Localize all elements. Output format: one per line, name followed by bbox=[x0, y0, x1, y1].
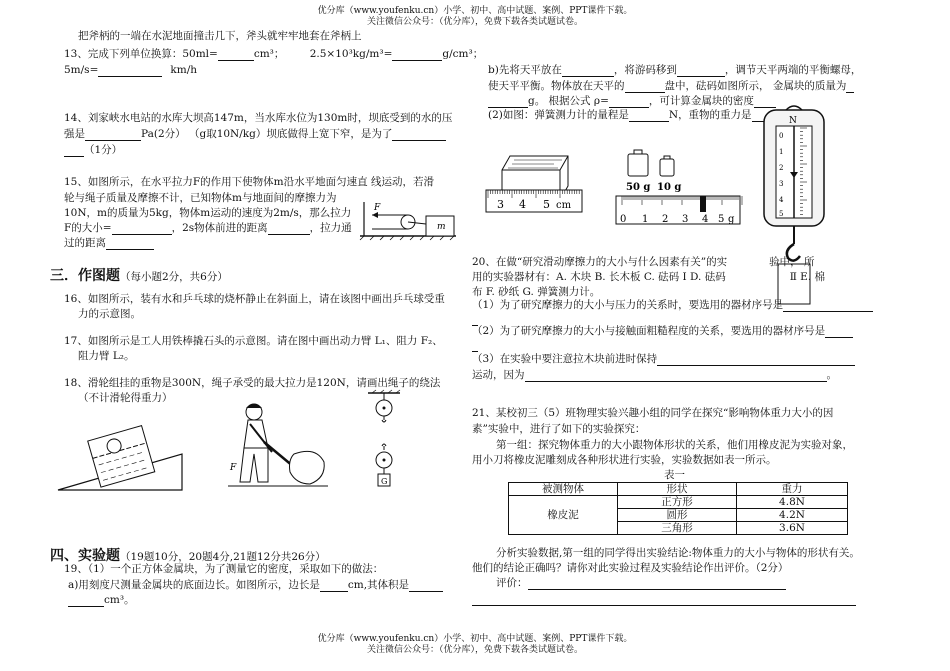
question-15-line3: 10N，m的质量为5kg，物体m运动的速度为2m/s，那么拉力 bbox=[64, 207, 352, 219]
question-16-line1: 16、如图所示，装有水和乒乓球的烧杯静止在斜面上，请在该图中画出乒乓球受重 bbox=[64, 293, 445, 305]
rider bbox=[700, 196, 706, 212]
weight-10g bbox=[660, 159, 674, 176]
question-20-line1 bbox=[472, 255, 814, 269]
q13-blank-3[interactable] bbox=[98, 65, 162, 77]
q20-text-g: 运动，因为 bbox=[472, 369, 525, 381]
ruler2-label-4: 4 bbox=[702, 214, 709, 225]
question-21-line5: 分析实验数据,第一组的同学得出实验结论:物体重力的大小与物体的形状有关。 bbox=[496, 547, 860, 559]
q14-text-d: （1分） bbox=[84, 144, 123, 156]
ruler2-label-g: g bbox=[728, 214, 735, 225]
table-header-row bbox=[509, 483, 848, 496]
q14-blank-2[interactable] bbox=[392, 129, 446, 141]
q15-blank-2[interactable] bbox=[268, 223, 310, 235]
fig17-F-label: F bbox=[230, 463, 237, 473]
data-table bbox=[508, 482, 848, 535]
question-15-line2: 轮与绳子质量及摩擦不计，已知物体m与地面间的摩擦力为 bbox=[64, 192, 337, 204]
q20-text-a2: 验中， 所 bbox=[769, 256, 815, 268]
question-21-line8 bbox=[472, 592, 856, 606]
q15-blank-3[interactable] bbox=[106, 238, 154, 250]
question-20-sub3 bbox=[472, 352, 855, 366]
question-13-line2 bbox=[64, 63, 197, 77]
q15-text-d: F的大小= bbox=[64, 222, 112, 234]
figure-q15-pulley bbox=[358, 192, 458, 240]
q20-text-b: 用的实验器材有：A. 木块 B. 长木板 C. 砝码 I D. 砝码 bbox=[472, 271, 726, 283]
spring-scale-4: 4 bbox=[779, 196, 784, 204]
figure-balance-ruler bbox=[614, 194, 744, 228]
q13-text-b: cm³； bbox=[253, 48, 285, 60]
q20-text-f: （3）在实验中要注意拉木块前进时保持 bbox=[472, 353, 658, 365]
table-cell-shape: 圆形 bbox=[618, 509, 737, 522]
figure-q17-worker-lever bbox=[228, 398, 328, 494]
q20-blank-1[interactable] bbox=[783, 300, 873, 312]
fig15-m-label: m bbox=[437, 222, 446, 232]
q19b-blank-3[interactable] bbox=[625, 81, 665, 93]
q20-blank-3[interactable] bbox=[657, 354, 855, 366]
figure-ruler-cube bbox=[484, 152, 584, 216]
section-4-heading: 四、实验题 bbox=[50, 548, 120, 564]
q15-text-g: 过的距离 bbox=[64, 237, 106, 249]
q19-text-b: a)用刻度尺测量金属块的底面边长。如图所示，边长是 bbox=[68, 579, 320, 591]
q13-blank-2[interactable] bbox=[392, 49, 442, 61]
q19-2-blank-1[interactable] bbox=[629, 110, 669, 122]
q13-text-a: 13、完成下列单位换算：50ml= bbox=[64, 48, 218, 60]
q19b-text-1: b)先将天平放在 bbox=[488, 64, 562, 76]
question-15-line1: 15、如图所示，在水平拉力F的作用下使物体m沿水平地面匀速直 线运动，若滑 bbox=[64, 176, 434, 188]
question-18-line1: 18、滑轮组挂的重物是300N，绳子承受的最大拉力是120N，请画出绳子的绕法 bbox=[64, 377, 441, 389]
weight-label-10g: 10 g bbox=[657, 182, 682, 193]
question-19-line2 bbox=[68, 578, 443, 592]
q13-text-f: km/h bbox=[170, 64, 197, 76]
question-14-line1: 14、刘家峡水电站的水库大坝高147m，当水库水位为130m时，坝底受到的水的压 bbox=[64, 112, 453, 124]
q19b-blank-1[interactable] bbox=[562, 65, 614, 77]
spring-scale-5: 5 bbox=[779, 210, 784, 218]
question-13-line1 bbox=[64, 47, 483, 61]
fig15-F-label: F bbox=[374, 203, 381, 213]
question-20-sub1 bbox=[472, 298, 873, 312]
q15-blank-1[interactable] bbox=[112, 223, 172, 235]
table-cell-object: 橡皮泥 bbox=[509, 496, 618, 535]
q19b-text-5: 盘中，砝码如图所示， 金属块的质量为 bbox=[664, 80, 847, 92]
question-21-line4: 用小刀将橡皮泥雕刻成各种形状进行实验，实验数据如表一所示。 bbox=[472, 454, 777, 466]
q19-blank-2[interactable] bbox=[409, 580, 443, 592]
question-20-line3: 布 F. 砂纸 G. 弹簧测力计。 bbox=[472, 286, 601, 298]
section-3-note: （每小题2分，共6分） bbox=[120, 271, 228, 283]
q21-blank-1[interactable] bbox=[528, 578, 786, 590]
q20-blank-4[interactable] bbox=[525, 370, 827, 382]
figure-weights bbox=[624, 148, 684, 194]
question-21-line6: 他们的结论正确吗？请你对此实验过程及实验结论作出评价。（2分） bbox=[472, 562, 789, 574]
q15-text-e: ，2s物体前进的距离 bbox=[171, 222, 268, 234]
question-20-sub3-cont bbox=[472, 368, 837, 382]
q20-text-g-end: 。 bbox=[826, 369, 837, 381]
q19-text-c: cm,其体积是 bbox=[347, 579, 410, 591]
table-cell-shape: 正方形 bbox=[618, 496, 737, 509]
ruler2-label-1: 1 bbox=[642, 214, 649, 225]
q20-text-e: （2）为了研究摩擦力的大小与接触面粗糙程度的关系，要选用的器材序号是 bbox=[472, 325, 826, 337]
question-15-line4 bbox=[64, 221, 352, 235]
page-header bbox=[0, 6, 950, 28]
question-15-line5 bbox=[64, 236, 154, 250]
table-caption: 表一 bbox=[664, 469, 685, 481]
q19-2-text-b: N，重物的重力是 bbox=[668, 109, 752, 121]
question-21-line7 bbox=[496, 576, 786, 590]
header-line-2: 关注微信公众号：（优分库），免费下载各类试题试卷。 bbox=[366, 17, 583, 27]
question-20-line2 bbox=[472, 270, 825, 284]
table-cell-weight: 3.6N bbox=[737, 522, 848, 535]
q19b-line1 bbox=[488, 63, 861, 77]
table-cell-weight: 4.8N bbox=[737, 496, 848, 509]
section-3-heading: 三．作图题 bbox=[50, 268, 120, 284]
question-16-line2: 力的示意图。 bbox=[78, 308, 141, 320]
q19b-text-7: ，可计算金属块的密度 bbox=[648, 95, 754, 107]
question-19-line3 bbox=[68, 593, 135, 607]
question-17-line1: 17、如图所示是工人用铁棒撬石头的示意图。请在图中画出动力臂 L₁、阻力 F₂、 bbox=[64, 335, 443, 347]
question-17-line2: 阻力臂 L₂。 bbox=[78, 350, 135, 362]
ruler1-label-5: 5 bbox=[543, 198, 550, 211]
q13-text-c: 2.5×10³kg/m³= bbox=[309, 48, 393, 60]
q21-text-g: 评价： bbox=[496, 577, 528, 589]
rock bbox=[290, 451, 325, 484]
q19b-text-4: 使天平平衡。物体放在天平的 bbox=[488, 80, 625, 92]
question-19-line1: 19、（1）一个正方体金属块，为了测量它的密度，采取如下的做法： bbox=[64, 563, 384, 575]
table-header-weight: 重力 bbox=[737, 483, 848, 496]
spring-scale-0: 0 bbox=[779, 132, 784, 140]
q19b-text-3: ，调节天平两端的平衡螺母， bbox=[724, 64, 862, 76]
figure-q18-pulley-system bbox=[366, 390, 402, 496]
q14-blank-3[interactable] bbox=[64, 145, 84, 157]
question-21-line3: 第一组：探究物体重力的大小跟物体形状的关系，他们用橡皮泥为实验对象， bbox=[496, 439, 853, 451]
q12-continuation: 把斧柄的一端在水泥地面撞击几下，斧头就牢牢地套在斧柄上 bbox=[78, 30, 362, 42]
q14-text-b: 强是 bbox=[64, 128, 85, 140]
ruler2-label-3: 3 bbox=[682, 214, 689, 225]
table-header-object: 被测物体 bbox=[509, 483, 618, 496]
q14-blank-1[interactable] bbox=[85, 129, 141, 141]
section-4-note: （19题10分，20题4分,21题12分共26分） bbox=[120, 551, 326, 563]
q19-text-d: cm³。 bbox=[104, 594, 135, 606]
ruler1-label-3: 3 bbox=[497, 198, 504, 211]
q19b-text-6: g。 根据公式 ρ= bbox=[528, 95, 609, 107]
table-header-shape: 形状 bbox=[618, 483, 737, 496]
q19b-line3 bbox=[488, 94, 776, 108]
question-14-line3 bbox=[64, 143, 122, 157]
figure-q16-beaker-on-slope bbox=[56, 418, 186, 494]
q15-text-f: ，拉力通 bbox=[309, 222, 352, 234]
footer-line-1: 优分库（www.youfenku.cn）小学、初中、高中试题、案例、PPT课件下载。 bbox=[317, 634, 633, 644]
q13-text-e: 5m/s= bbox=[64, 64, 99, 76]
q19b-blank-4[interactable] bbox=[846, 81, 854, 93]
q19b-blank-5[interactable] bbox=[488, 96, 528, 108]
question-21-line1: 21、某校初三（5）班物理实验兴趣小组的同学在探究“影响物体重力大小的因 bbox=[472, 407, 834, 419]
q19-blank-1[interactable] bbox=[320, 580, 348, 592]
ruler2-label-5: 5 bbox=[718, 214, 725, 225]
q19-2-text: (2)如图：弹簧测力计的量程是 bbox=[488, 109, 629, 121]
q20-text-d: （1）为了研究摩擦力的大小与压力的关系时，要选用的器材序号是 bbox=[472, 299, 784, 311]
weight-50g bbox=[628, 154, 648, 176]
q19b-blank-2[interactable] bbox=[677, 65, 725, 77]
q19b-blank-7[interactable] bbox=[754, 96, 776, 108]
ruler1-label-4: 4 bbox=[519, 198, 526, 211]
ruler1-label-cm: cm bbox=[556, 200, 572, 211]
q19b-blank-6[interactable] bbox=[609, 96, 649, 108]
header-line-1: 优分库（www.youfenku.cn）小学、初中、高中试题、案例、PPT课件下载。 bbox=[317, 6, 633, 16]
question-20-sub2-cont bbox=[472, 338, 478, 352]
table-cell-shape: 三角形 bbox=[618, 522, 737, 535]
q21-blank-2[interactable] bbox=[472, 594, 856, 606]
q20-text-a: 20、在做“研究滑动摩擦力的大小与什么因素有关”的实 bbox=[472, 256, 728, 268]
q20-blank-2b[interactable] bbox=[472, 340, 478, 352]
q19b-text-2: ，将游码移到 bbox=[613, 64, 677, 76]
q19b-line2 bbox=[488, 79, 854, 93]
section-3-title bbox=[50, 265, 228, 285]
q14-text-c: Pa(2分） （g取10N/kg）坝底做得上宽下窄，是为了 bbox=[141, 128, 393, 140]
table-row bbox=[509, 496, 848, 509]
page-footer bbox=[0, 634, 950, 656]
weight-label-50g: 50 g bbox=[626, 182, 651, 193]
table-cell-weight: 4.2N bbox=[737, 509, 848, 522]
question-14-line2 bbox=[64, 127, 446, 141]
ruler2-label-2: 2 bbox=[662, 214, 669, 225]
question-18-line2: （不计滑轮得重力） bbox=[78, 392, 173, 404]
q19-2-line bbox=[488, 108, 772, 122]
spring-scale-1: 1 bbox=[779, 148, 784, 156]
fig18-G-label: G bbox=[381, 477, 388, 486]
footer-line-2: 关注微信公众号：（优分库），免费下载各类试题试卷。 bbox=[366, 645, 583, 655]
q13-text-d: g/cm³； bbox=[442, 48, 484, 60]
q20-text-b2: Ⅱ E. 棉 bbox=[789, 271, 826, 283]
q13-blank-1[interactable] bbox=[218, 49, 254, 61]
q19-blank-3[interactable] bbox=[68, 595, 104, 607]
question-20-sub2 bbox=[472, 324, 853, 338]
question-21-line2: 素”实验中，进行了如下的实验探究： bbox=[472, 423, 646, 435]
q20-blank-2[interactable] bbox=[825, 326, 853, 338]
spring-unit-label: N bbox=[789, 116, 797, 126]
spring-scale-2: 2 bbox=[779, 164, 784, 172]
ruler2-label-0: 0 bbox=[620, 214, 627, 225]
spring-scale-3: 3 bbox=[779, 180, 784, 188]
